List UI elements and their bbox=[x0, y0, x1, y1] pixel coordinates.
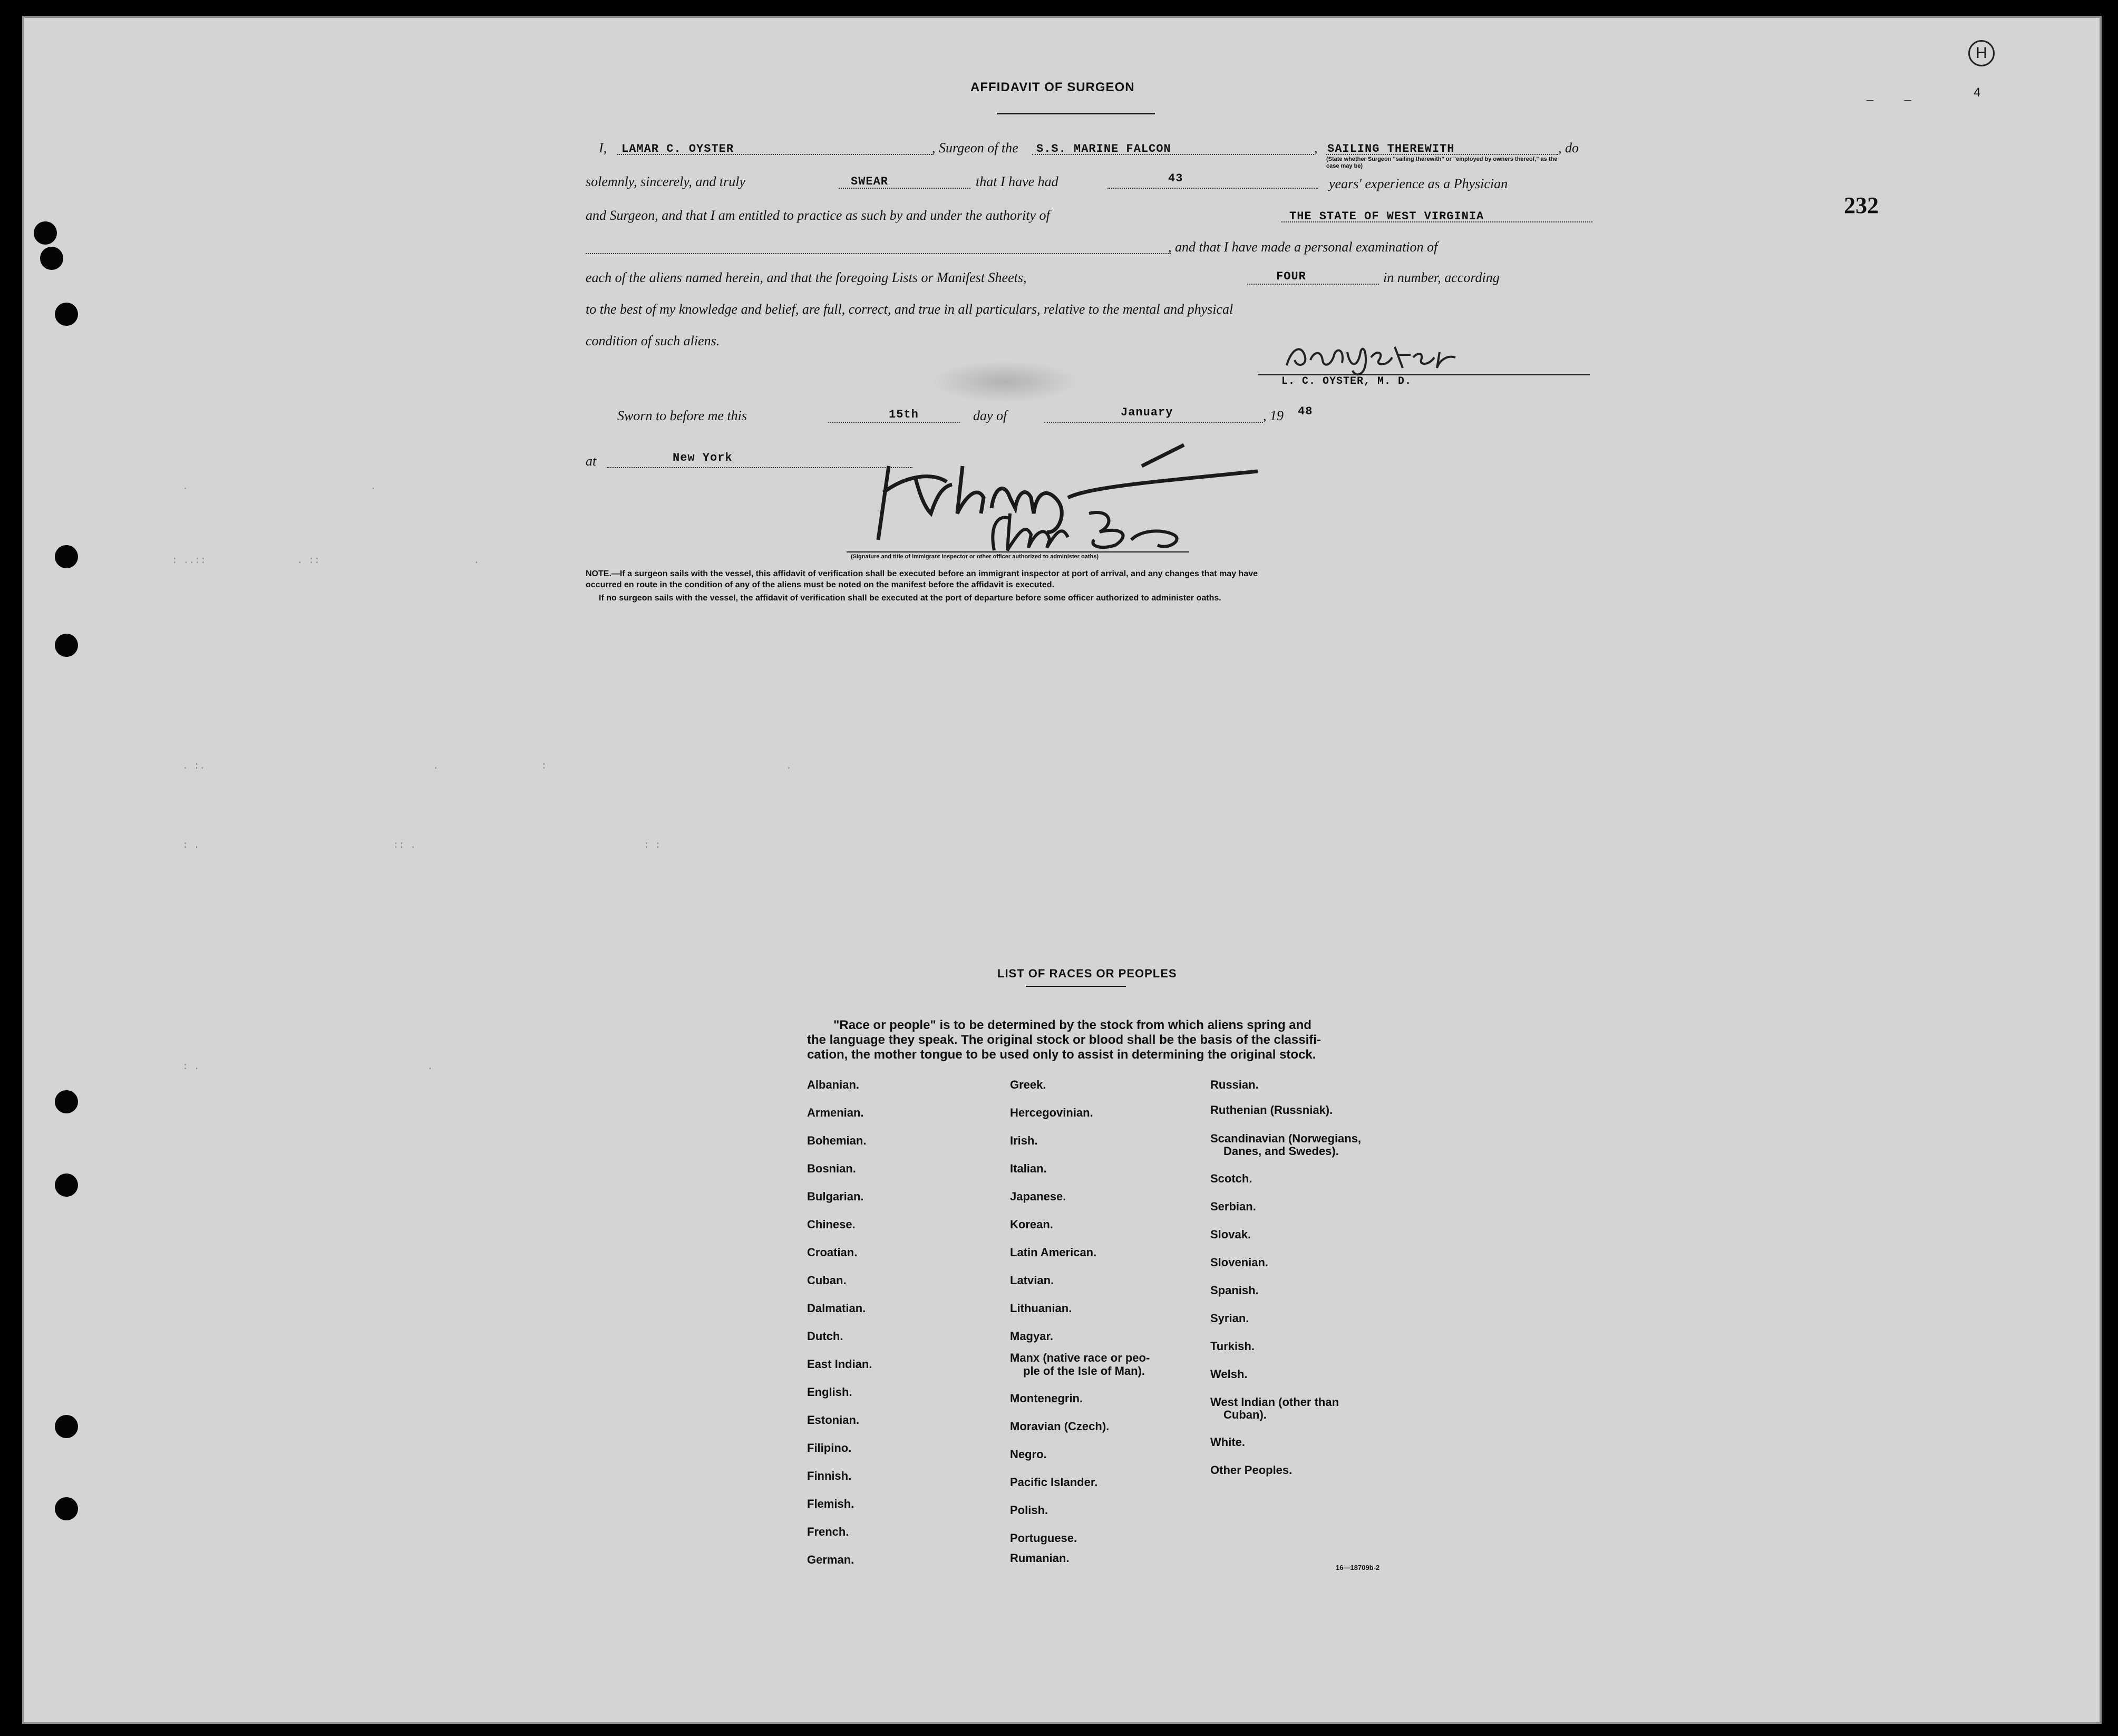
sworn-place: New York bbox=[673, 451, 733, 464]
race-item: Pacific Islander. bbox=[1010, 1476, 1098, 1489]
page-number: 232 bbox=[1844, 192, 1879, 218]
text-day-of: day of bbox=[973, 408, 1007, 423]
punch-hole bbox=[55, 634, 78, 657]
punch-hole bbox=[55, 303, 78, 326]
race-item: Scotch. bbox=[1210, 1172, 1252, 1185]
race-item: Albanian. bbox=[807, 1078, 860, 1091]
punch-hole bbox=[55, 545, 78, 568]
text-do: , do bbox=[1558, 140, 1579, 156]
surgeon-signature bbox=[1281, 336, 1482, 379]
race-item: Polish. bbox=[1010, 1504, 1048, 1517]
race-item: Spanish. bbox=[1210, 1284, 1259, 1297]
race-item: Negro. bbox=[1010, 1448, 1047, 1461]
corner-mark-text: H bbox=[1976, 44, 1987, 62]
race-item: Japanese. bbox=[1010, 1190, 1066, 1203]
race-item: Italian. bbox=[1010, 1162, 1047, 1175]
faint-stamp bbox=[931, 361, 1079, 403]
race-item: Russian. bbox=[1210, 1078, 1259, 1091]
race-item: Latvian. bbox=[1010, 1274, 1054, 1287]
manifest-page bbox=[22, 16, 2102, 1724]
authority-field-continued bbox=[586, 253, 1171, 254]
race-item: Moravian (Czech). bbox=[1010, 1420, 1110, 1433]
text-surgeon-of: , Surgeon of the bbox=[932, 140, 1018, 156]
race-item: Welsh. bbox=[1210, 1368, 1248, 1381]
race-item: East Indian. bbox=[807, 1357, 872, 1371]
race-item: German. bbox=[807, 1553, 854, 1566]
race-item: Portuguese. bbox=[1010, 1531, 1077, 1545]
punch-hole bbox=[55, 1174, 78, 1197]
text-personal-exam: , and that I have made a personal examination of bbox=[1168, 239, 1438, 255]
dash-mark: – – bbox=[1867, 92, 1911, 107]
race-item: Hercegovinian. bbox=[1010, 1106, 1093, 1119]
oath-value: SWEAR bbox=[851, 175, 889, 188]
race-item: French. bbox=[807, 1525, 849, 1538]
race-item: English. bbox=[807, 1385, 852, 1399]
punch-hole bbox=[55, 1497, 78, 1520]
text-comma: , bbox=[1314, 140, 1318, 156]
race-item: Croatian. bbox=[807, 1246, 858, 1259]
sailing-status: SAILING THEREWITH bbox=[1327, 142, 1455, 156]
race-item: Cuban. bbox=[807, 1274, 847, 1287]
race-item: Danes, and Swedes). bbox=[1223, 1145, 1339, 1158]
punch-hole bbox=[40, 247, 63, 270]
bleed-through-marks: : . :: . : : bbox=[182, 840, 661, 851]
sheets-count: FOUR bbox=[1276, 270, 1306, 283]
text-condition: condition of such aliens. bbox=[586, 333, 720, 348]
punch-hole bbox=[55, 1090, 78, 1113]
officer-signature-line bbox=[847, 551, 1189, 552]
race-item: Estonian. bbox=[807, 1413, 860, 1427]
race-item: Cuban). bbox=[1223, 1408, 1267, 1421]
race-item: Dutch. bbox=[807, 1330, 843, 1343]
sworn-day: 15th bbox=[889, 408, 919, 421]
race-item: Bulgarian. bbox=[807, 1190, 864, 1203]
race-item: Scandinavian (Norwegians, bbox=[1210, 1132, 1362, 1145]
text-solemnly: solemnly, sincerely, and truly bbox=[586, 174, 746, 189]
text-that-i-have-had: that I have had bbox=[976, 174, 1058, 189]
bleed-through-marks: : ..:: . :: . bbox=[172, 556, 480, 566]
race-item: Lithuanian. bbox=[1010, 1302, 1072, 1315]
sworn-place-field bbox=[607, 467, 912, 468]
title-underline bbox=[997, 113, 1155, 114]
punch-hole bbox=[55, 1415, 78, 1438]
vessel-name: S.S. MARINE FALCON bbox=[1036, 142, 1171, 156]
race-item: Rumanian. bbox=[1010, 1551, 1070, 1565]
bleed-through-marks: . . bbox=[182, 482, 376, 492]
races-heading: LIST OF RACES OR PEOPLES bbox=[997, 967, 1177, 980]
sworn-day-field bbox=[828, 422, 960, 423]
text-in-number: in number, according bbox=[1383, 270, 1500, 285]
race-item: Armenian. bbox=[807, 1106, 864, 1119]
race-item: Finnish. bbox=[807, 1469, 852, 1482]
race-item: Bohemian. bbox=[807, 1134, 867, 1147]
sworn-month-field bbox=[1044, 422, 1263, 423]
bleed-through-marks: . :. . : . bbox=[182, 761, 792, 772]
race-item: Magyar. bbox=[1010, 1330, 1053, 1343]
corner-circled-mark bbox=[1968, 40, 1995, 66]
race-item: Montenegrin. bbox=[1010, 1392, 1083, 1405]
race-item: Slovak. bbox=[1210, 1228, 1251, 1241]
corner-small-mark: 4 bbox=[1974, 85, 1981, 100]
state-note: (State whether Surgeon "sailing therewith" or "employed by owners thereof," as the case may be) bbox=[1326, 156, 1558, 169]
race-item: Filipino. bbox=[807, 1441, 852, 1454]
sworn-month: January bbox=[1121, 406, 1173, 419]
note-line-1: NOTE.—If a surgeon sails with the vessel, this affidavit of verification shall be executed before an immigrant inspector at port of arrival, and any changes that may have bbox=[586, 569, 1258, 578]
race-item: Korean. bbox=[1010, 1218, 1053, 1231]
race-item: West Indian (other than bbox=[1210, 1395, 1339, 1409]
text-and-surgeon: and Surgeon, and that I am entitled to practice as such by and under the authority of bbox=[586, 208, 1050, 223]
note-line-3: If no surgeon sails with the vessel, the affidavit of verification shall be executed at the port of departure before some officer authorized to administer oaths. bbox=[599, 594, 1221, 603]
race-item: Manx (native race or peo- bbox=[1010, 1351, 1150, 1364]
races-intro-line-2: the language they speak. The original stock or blood shall be the basis of the classifi- bbox=[807, 1033, 1321, 1047]
race-item: Turkish. bbox=[1210, 1340, 1255, 1353]
page-title: AFFIDAVIT OF SURGEON bbox=[970, 80, 1135, 94]
form-number: 16—18709b-2 bbox=[1336, 1564, 1380, 1572]
text-best-of-knowledge: to the best of my knowledge and belief, are full, correct, and true in all particulars, relative to the mental and physical bbox=[586, 302, 1233, 317]
text-years-experience: years' experience as a Physician bbox=[1329, 176, 1508, 191]
race-item: White. bbox=[1210, 1436, 1245, 1449]
race-item: Flemish. bbox=[807, 1497, 854, 1510]
race-item: Chinese. bbox=[807, 1218, 856, 1231]
years-field bbox=[1107, 188, 1318, 189]
text-year-prefix: , 19 bbox=[1263, 408, 1284, 423]
race-item: Other Peoples. bbox=[1210, 1463, 1293, 1477]
races-intro-line-3: cation, the mother tongue to be used only to assist in determining the original stock. bbox=[807, 1048, 1316, 1062]
races-intro-line-1: "Race or people" is to be determined by the stock from which aliens spring and bbox=[833, 1018, 1311, 1032]
race-item: Slovenian. bbox=[1210, 1256, 1269, 1269]
race-item: ple of the Isle of Man). bbox=[1023, 1364, 1145, 1378]
race-item: Greek. bbox=[1010, 1078, 1046, 1091]
race-item: Serbian. bbox=[1210, 1200, 1256, 1213]
race-item: Latin American. bbox=[1010, 1246, 1097, 1259]
surgeon-name: LAMAR C. OYSTER bbox=[621, 142, 734, 156]
officer-signature bbox=[868, 434, 1300, 561]
sheets-count-field bbox=[1247, 284, 1379, 285]
text-each-of-aliens: each of the aliens named herein, and that the foregoing Lists or Manifest Sheets, bbox=[586, 270, 1027, 285]
officer-caption: (Signature and title of immigrant inspector or other officer authorized to administer oaths) bbox=[851, 554, 1099, 560]
race-item: Ruthenian (Russniak). bbox=[1210, 1103, 1333, 1117]
races-heading-underline bbox=[1026, 986, 1126, 987]
punch-hole bbox=[34, 221, 57, 245]
race-item: Irish. bbox=[1010, 1134, 1038, 1147]
text-at: at bbox=[586, 453, 597, 469]
note-line-2: occurred en route in the condition of any of the aliens must be noted on the manifest before the affidavit is executed. bbox=[586, 580, 1055, 589]
surgeon-typed-name: L. C. OYSTER, M. D. bbox=[1281, 375, 1412, 387]
race-item: Dalmatian. bbox=[807, 1302, 866, 1315]
bleed-through-marks: : . . bbox=[182, 1062, 433, 1072]
authority-value: THE STATE OF WEST VIRGINIA bbox=[1289, 210, 1484, 223]
years-value: 43 bbox=[1168, 172, 1183, 185]
race-item: Syrian. bbox=[1210, 1312, 1249, 1325]
sworn-year: 48 bbox=[1298, 405, 1313, 418]
text-i: I, bbox=[599, 140, 607, 156]
text-sworn: Sworn to before me this bbox=[617, 408, 747, 423]
race-item: Bosnian. bbox=[807, 1162, 856, 1175]
